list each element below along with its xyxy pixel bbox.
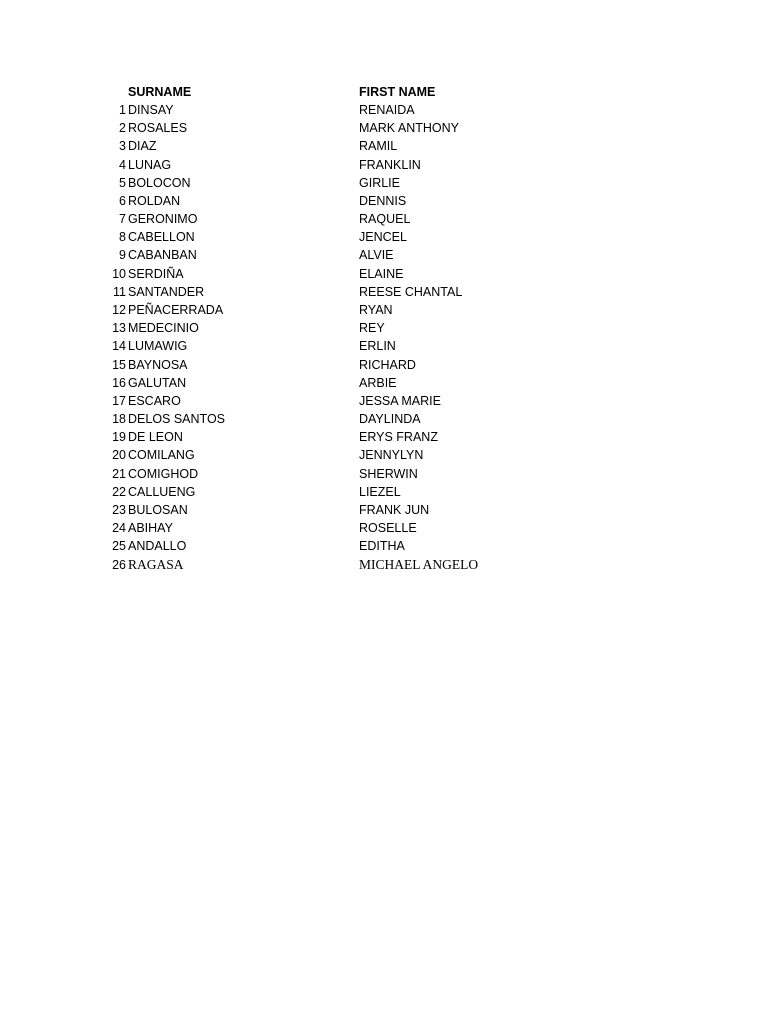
list-item (0, 246, 768, 264)
first-name-cell: REESE CHANTAL (359, 284, 463, 299)
row-number: 16 (112, 375, 126, 390)
row-number: 24 (112, 521, 126, 536)
surname-cell: BAYNOSA (128, 357, 188, 372)
surname-cell: DELOS SANTOS (128, 412, 226, 427)
first-name-cell: REY (359, 321, 385, 336)
list-item (0, 119, 768, 137)
row-number: 5 (119, 175, 126, 190)
first-name-cell: JENCEL (359, 230, 407, 245)
first-name-cell: FRANK JUN (359, 503, 430, 517)
first-name-cell: ERYS FRANZ (359, 430, 438, 445)
list-item (0, 265, 768, 283)
first-name-cell: RICHARD (359, 357, 416, 372)
surname-cell: GERONIMO (128, 212, 198, 227)
list-item (0, 210, 768, 228)
row-number: 18 (112, 412, 126, 427)
first-name-column-header: FIRST NAME (359, 85, 436, 99)
surname-cell: BULOSAN (128, 503, 188, 517)
first-name-cell: SHERWIN (359, 466, 418, 481)
first-name-cell: ALVIE (359, 248, 394, 263)
first-name-cell: EDITHA (359, 539, 405, 554)
row-number: 19 (112, 430, 126, 445)
list-item (0, 228, 768, 246)
row-number: 10 (112, 266, 126, 281)
row-number: 9 (119, 248, 126, 263)
row-number: 1 (119, 103, 126, 117)
row-number: 21 (112, 466, 126, 481)
first-name-cell: RYAN (359, 303, 393, 317)
first-name-cell: DAYLINDA (359, 412, 421, 427)
row-number: 11 (113, 284, 126, 299)
list-item (0, 446, 768, 464)
row-number: 17 (112, 393, 126, 408)
list-item (0, 410, 768, 428)
first-name-cell: LIEZEL (359, 484, 401, 499)
row-number: 6 (119, 193, 126, 208)
row-number: 14 (112, 339, 126, 354)
first-name-cell: ELAINE (359, 266, 404, 281)
first-name-cell: RENAIDA (359, 103, 415, 117)
first-name-cell: DENNIS (359, 193, 407, 208)
surname-cell: ESCARO (128, 393, 181, 408)
surname-cell: PEÑACERRADA (128, 303, 224, 317)
surname-cell: DINSAY (128, 103, 174, 117)
header-row (0, 83, 768, 101)
row-number: 4 (119, 157, 126, 172)
row-number: 3 (119, 139, 126, 154)
row-number: 15 (112, 357, 126, 372)
first-name-cell: RAMIL (359, 139, 398, 154)
list-item (0, 137, 768, 155)
row-number: 13 (112, 321, 126, 336)
surname-cell: ANDALLO (128, 539, 187, 554)
row-number: 23 (112, 503, 126, 517)
surname-cell: ROSALES (128, 121, 188, 136)
surname-cell: DIAZ (128, 139, 157, 154)
surname-cell: SANTANDER (128, 284, 205, 299)
row-number: 7 (119, 212, 126, 227)
list-item (0, 501, 768, 519)
list-item (0, 283, 768, 301)
first-name-cell: MICHAEL ANGELO (359, 556, 479, 572)
list-item (0, 301, 768, 319)
row-number: 8 (119, 230, 126, 245)
surname-cell: MEDECINIO (128, 321, 199, 336)
surname-cell: CABANBAN (128, 248, 197, 263)
first-name-cell: ROSELLE (359, 521, 417, 536)
surname-cell: GALUTAN (128, 375, 187, 390)
surname-cell: RAGASA (128, 556, 184, 572)
row-number: 12 (112, 303, 126, 317)
row-number: 22 (112, 484, 126, 499)
list-item (0, 101, 768, 119)
first-name-cell: JESSA MARIE (359, 393, 441, 408)
surname-column-header: SURNAME (128, 85, 192, 99)
list-item (0, 537, 768, 555)
list-item (0, 556, 768, 574)
first-name-cell: FRANKLIN (359, 157, 421, 172)
surname-cell: LUMAWIG (128, 339, 188, 354)
list-item (0, 174, 768, 192)
list-item (0, 519, 768, 537)
list-item (0, 319, 768, 337)
surname-cell: LUNAG (128, 157, 172, 172)
first-name-cell: ERLIN (359, 339, 396, 354)
surname-cell: ABIHAY (128, 521, 173, 536)
surname-cell: BOLOCON (128, 175, 191, 190)
surname-cell: COMIGHOD (128, 466, 199, 481)
list-item (0, 374, 768, 392)
row-number: 26 (112, 557, 126, 572)
surname-cell: CABELLON (128, 230, 195, 245)
list-item (0, 428, 768, 446)
surname-cell: SERDIÑA (128, 266, 184, 281)
list-item (0, 192, 768, 210)
list-item (0, 356, 768, 374)
first-name-cell: MARK ANTHONY (359, 121, 460, 136)
list-item (0, 156, 768, 174)
first-name-cell: RAQUEL (359, 212, 411, 227)
first-name-cell: JENNYLYN (359, 448, 424, 463)
list-item (0, 483, 768, 501)
surname-cell: DE LEON (128, 430, 183, 445)
surname-cell: COMILANG (128, 448, 195, 463)
list-item (0, 465, 768, 483)
row-number: 20 (112, 448, 126, 463)
row-number: 2 (119, 121, 126, 136)
list-item (0, 337, 768, 355)
row-number: 25 (112, 539, 126, 554)
first-name-cell: ARBIE (359, 375, 397, 390)
list-item (0, 392, 768, 410)
surname-cell: CALLUENG (128, 484, 196, 499)
surname-cell: ROLDAN (128, 193, 181, 208)
first-name-cell: GIRLIE (359, 175, 400, 190)
